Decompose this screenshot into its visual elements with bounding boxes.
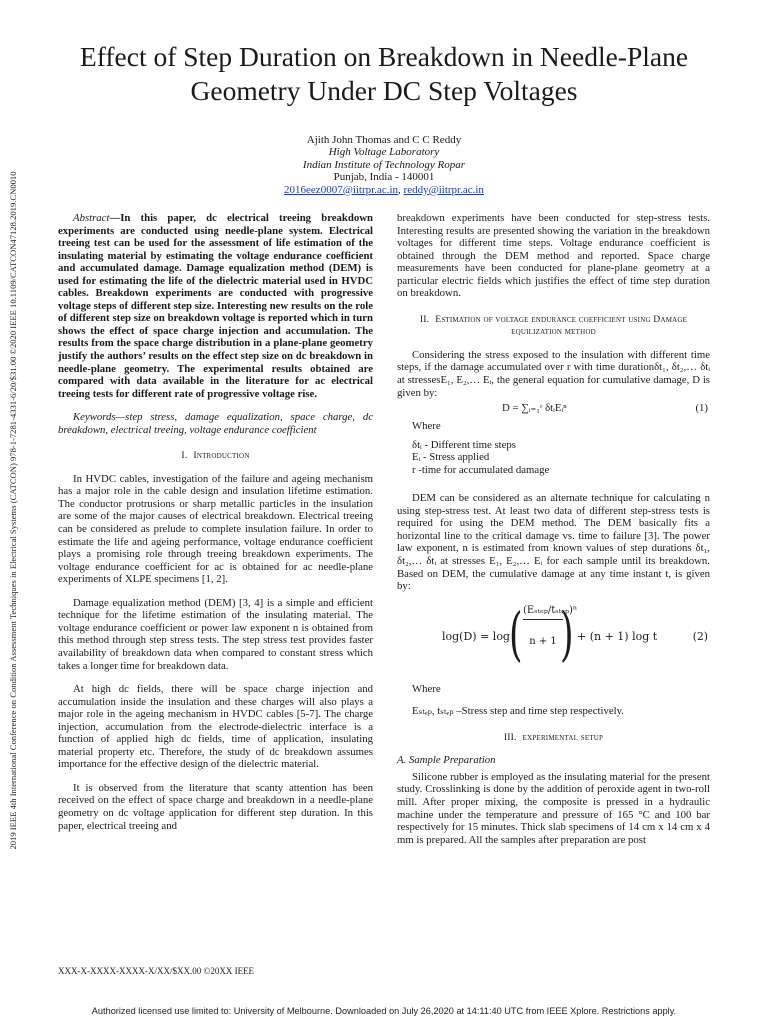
subsection-title: Sample Preparation — [408, 754, 496, 767]
where-label: Where — [412, 682, 441, 695]
author-emails — [120, 184, 648, 196]
paragraph: At high dc fields, there will be space charge injection and accumulation inside the insulation and these charges will also plays a major role in the ageing mechanism in HVDC cables [5-7]. The charge injection, accumulation from the electrode-dielectric interface is a function of applied high dc fields, time of application, insulating material property etc. Therefore, the study of dc breakdown assumes importance for the effective design of the dielectric material. — [58, 683, 373, 771]
equation-body: D = ∑ᵢ₌₁ʳ δtᵢEᵢⁿ — [502, 402, 567, 415]
conference-sidebar-text: 2019 IEEE 4th International Conference on Condition Assessment Techniques in Electrical Systems (CATCON) 978-1-7281-4331-6/20/$31.00 ©2020 IEEE 10.1109/CATCON47128.2019.CN0010 — [8, 171, 18, 850]
fraction-denominator: n + 1 — [529, 636, 557, 648]
equation-rhs: + (n + 1) log t — [577, 629, 658, 643]
paper-title: Effect of Step Duration on Breakdown in Needle-Plane Geometry Under DC Step Voltages — [79, 41, 689, 106]
estep-line: Eₛₜₑₚ, tₛₜₑₚ –Stress step and time step respectively. — [412, 705, 624, 718]
keywords-text: —step stress, damage equalization, space charge, dc breakdown, electrical treeing, voltage endurance coefficient — [58, 411, 373, 436]
paragraph: Silicone rubber is employed as the insulating material for the present study. Crosslinking is done by the addition of peroxide agent in two-roll mill. After proper mixing, the composite is pressed in a hydraulic machine under the temperature and pressure of 165 °C and 100 bar respectively for 15 minutes. Thick slab specimens of 14 cm x 14 cm x 4 mm is prepared. All the samples after preparation are post — [397, 770, 710, 846]
paragraph: Considering the stress exposed to the insulation with different time steps, if the damage accumulated over r with time durationδt₁, δt₂,… δtᵢ at stressesE₁, E₂,… Eᵢ, the general equation for cumulative damage, D is given by: — [397, 348, 710, 399]
license-notice: Authorized licensed use limited to: University of Melbourne. Downloaded on July 26,2020 at 14:11:40 UTC from IEEE Xplore. Restrictions apply. — [91, 1006, 677, 1016]
section-number: III. — [503, 731, 517, 743]
abstract-label: Abstract — [73, 212, 110, 224]
author-institute: Indian Institute of Technology Ropar — [302, 158, 466, 171]
section-number: II. — [419, 313, 430, 325]
symbol-list — [397, 439, 710, 477]
section-heading-experimental — [397, 732, 710, 745]
abstract — [58, 212, 373, 400]
author-lab: High Voltage Laboratory — [328, 146, 440, 159]
equation-1 — [397, 402, 710, 417]
paren-right-glyph: ) — [560, 599, 574, 668]
equation-number: (1) — [695, 402, 708, 415]
fraction-bar — [523, 619, 563, 620]
right-column — [397, 212, 710, 846]
paragraph: breakdown experiments have been conducted for step-stress tests. Interesting results are presented showing the variation in the breakdown voltages for different time steps. Voltage endurance coefficient is obtained through the DEM method and reported. Space charge measurements have been conducted for plane-plane geometry at a particular electric fields which justifies the effect of time step duration on breakdown. — [397, 212, 710, 300]
subsection-number: A. — [397, 754, 407, 767]
symbol-item: Eᵢ - Stress applied — [412, 451, 490, 464]
email-link-2[interactable]: reddy@iitrpr.ac.in — [403, 183, 484, 196]
section-title: Introduction — [193, 450, 250, 462]
left-column — [58, 212, 373, 832]
email-separator: , — [398, 183, 404, 196]
abstract-text: In this paper, dc electrical treeing breakdown experiments are conducted using needle-plane system. Electrical treeing test can be used for the assessment of life estimation of the insulating material by estimating the voltage endurance coefficient and accumulated damage. Damage equalization method (DEM) is used for estimating the life of the dielectric material used in HVDC cables. Breakdown experiments are conducted with progressive voltage steps of different step size. Interesting new results on the role of different step size on breakdown voltage is reported which in turn shows the effect of space charge injection and accumulation. The results from the space charge distribution in a plane-plane geometry justify the authors’ results on the effect step size on dc breakdown in needle-plane geometry. The experimental results obtained are compared with data available in the literature for ac electrical treeing tests for different rate of progressive voltage rise. — [58, 212, 373, 400]
paragraph: In HVDC cables, investigation of the failure and ageing mechanism has a major role in the cable design and insulation lifetime estimation. The conductor protrusions or sharp metallic particles in the insulation are some of the major causes of electrical breakdown. Electrical treeing can be considered as prelude to complete insulation failure. In order to estimate the life and ageing performance, voltage endurance coefficient plays a promising role through treeing breakdown experiments. The voltage endurance coefficient for ac is obtained for ac needle-plane experiments of XLPE specimens [1, 2]. — [58, 472, 373, 586]
section-heading-introduction — [58, 450, 373, 463]
keywords — [58, 411, 373, 436]
section-title: experimental setup — [522, 731, 604, 743]
symbol-item: δtᵢ - Different time steps — [412, 438, 516, 451]
paragraph: DEM can be considered as an alternate technique for calculating n using step-stress test. At least two data of different step-stress tests is required for using the DEM method. The DEM basically fits a horizontal line to the critical damage vs. time to failure [3]. The power law exponent, n is estimated from known values of step durations δt₁, δt₂,… δtᵢ at stresses E₁, E₂,… Eᵢ for each sample until its breakdown. Based on DEM, the cumulative damage at any time instant t, is given by: — [397, 492, 710, 593]
equation-number: (2) — [692, 629, 708, 643]
equation-lhs: log(D) = log — [442, 629, 510, 643]
abstract-dash: — — [109, 212, 121, 224]
ieee-copyright-footer: XXX-X-XXXX-XXXX-X/XX/$XX.00 ©20XX IEEE — [58, 966, 255, 976]
subsection-heading-sample-prep — [397, 754, 710, 767]
equation-fraction — [523, 604, 578, 649]
paren-left-glyph: ( — [509, 599, 523, 668]
author-block — [120, 134, 648, 196]
paragraph: It is observed from the literature that scanty attention has been received on the effect of space charge and breakdown in a needle-plane geometry on dc voltage application for different step duration. In this paper, electrical treeing and — [58, 781, 373, 832]
section-heading-dem — [397, 314, 710, 339]
author-names: Ajith John Thomas and C C Reddy — [306, 134, 462, 146]
email-link-1[interactable]: 2016eez0007@iitrpr.ac.in — [284, 183, 399, 196]
where-label: Where — [412, 420, 441, 433]
paragraph: Damage equalization method (DEM) [3, 4] is a simple and efficient technique for the lifetime estimation of the insulating material. The voltage endurance coefficient or power law exponent n is obtained from this method through step stress tests. The step stress test provides faster availability of breakdown data when compared to constant stress which takes a longer time for breakdown data. — [58, 596, 373, 672]
author-location: Punjab, India - 140001 — [333, 171, 435, 184]
keywords-label: Keywords — [73, 411, 116, 424]
equation-2 — [397, 597, 710, 679]
fraction-numerator: (Eₛₜₑₚ/tₛₜₑₚ)ⁿ — [523, 604, 578, 616]
symbol-item: r -time for accumulated damage — [412, 463, 550, 476]
section-number: I. — [181, 450, 188, 462]
conference-sidebar — [6, 118, 20, 903]
section-title: Estimation of voltage endurance coefficient using Damage equilization method — [435, 313, 688, 338]
